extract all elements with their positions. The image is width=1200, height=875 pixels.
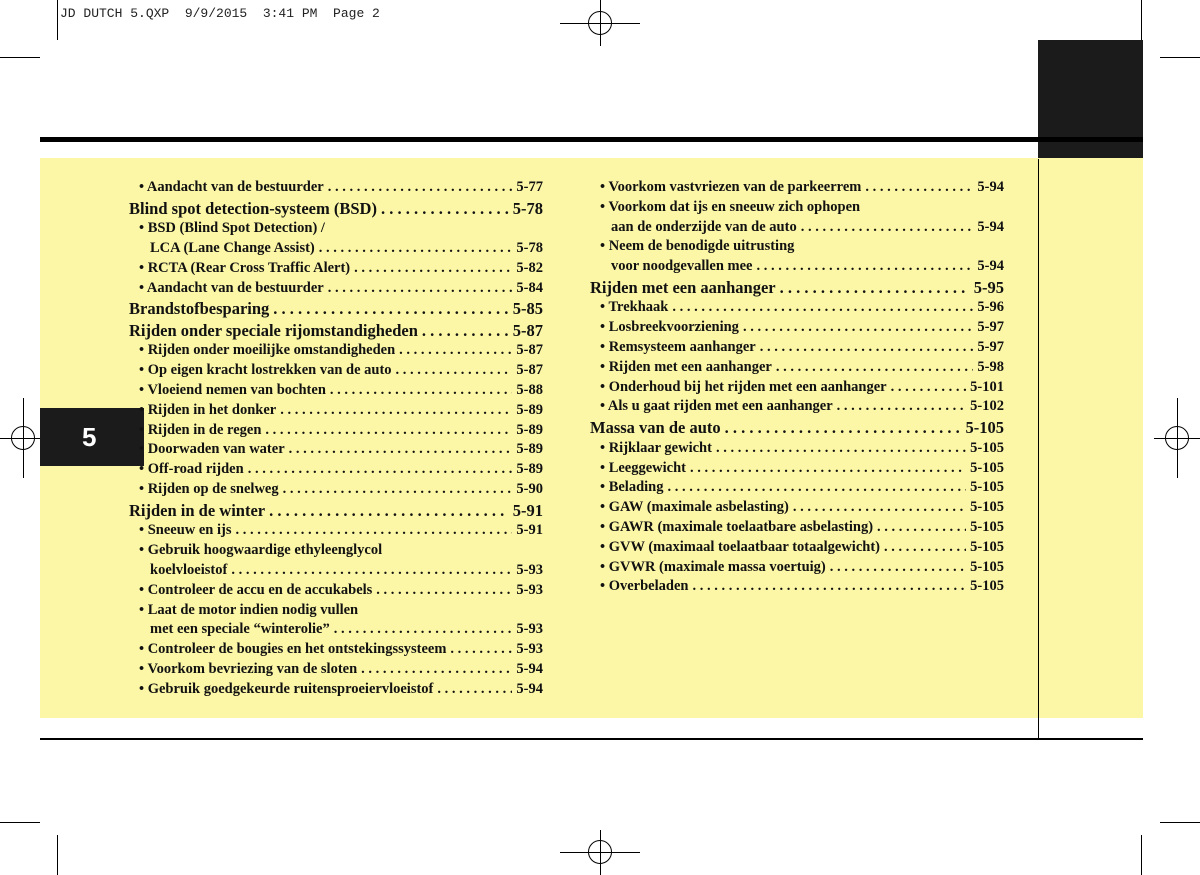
dot-leader <box>236 521 513 541</box>
toc-entry-title: • GVWR (maximale massa voertuig) <box>600 558 826 575</box>
toc-page-number: 5-93 <box>516 561 543 578</box>
toc-entry[interactable] <box>590 577 1004 597</box>
toc-entry-title: • Leeggewicht <box>600 459 687 476</box>
toc-entry-title: • Remsysteem aanhanger <box>600 339 756 356</box>
toc-entry[interactable] <box>590 558 1004 578</box>
toc-entry-title: Rijden onder speciale rijomstandigheden <box>129 320 418 340</box>
toc-entry[interactable] <box>590 358 1004 378</box>
dot-leader <box>830 558 966 578</box>
dot-leader <box>319 239 513 259</box>
dot-leader <box>837 397 967 417</box>
toc-section[interactable] <box>129 320 543 342</box>
toc-page-number: 5-94 <box>977 218 1004 235</box>
toc-entry-title: • Overbeladen <box>600 578 689 595</box>
toc-entry[interactable] <box>129 581 543 601</box>
toc-entry-title: • Op eigen kracht lostrekken van de auto <box>139 362 392 379</box>
dot-leader <box>716 439 966 459</box>
dot-leader <box>692 577 966 597</box>
registration-line <box>1154 438 1200 439</box>
dot-leader <box>328 178 513 198</box>
toc-entry-title: Massa van de auto <box>590 418 721 438</box>
toc-entry-title: • Belading <box>600 479 664 496</box>
toc-page-number: 5-78 <box>516 240 543 257</box>
dot-leader <box>891 378 967 398</box>
toc-page-number: 5-89 <box>516 401 543 418</box>
toc-entry-title: • Als u gaat rijden met een aanhanger <box>600 398 833 415</box>
dot-leader <box>328 279 513 299</box>
dot-leader <box>450 640 512 660</box>
dot-leader <box>273 298 508 320</box>
toc-entry-title: • Onderhoud bij het rijden met een aanhanger <box>600 378 887 395</box>
toc-entry-title: voor noodgevallen mee <box>611 258 753 275</box>
toc-entry-title: • Off-road rijden <box>139 461 244 478</box>
dot-leader <box>877 518 966 538</box>
toc-entry[interactable] <box>590 378 1004 398</box>
dot-leader <box>725 417 962 439</box>
toc-entry-heading: • Voorkom dat ijs en sneeuw zich ophopen <box>600 198 861 215</box>
toc-entry-title: • Rijden in de regen <box>139 421 262 438</box>
toc-entry[interactable] <box>129 381 543 401</box>
toc-right-column <box>590 178 1004 597</box>
toc-entry-title: • RCTA (Rear Cross Traffic Alert) <box>139 259 351 276</box>
toc-entry[interactable] <box>129 259 543 279</box>
toc-entry-title: • Trekhaak <box>600 299 669 316</box>
dot-leader <box>396 361 513 381</box>
toc-page-number: 5-87 <box>516 362 543 379</box>
toc-entry-title: • Voorkom vastvriezen van de parkeerrem <box>600 179 862 195</box>
toc-entry-title: • Aandacht van de bestuurder <box>139 179 324 195</box>
toc-entry-title: • Gebruik goedgekeurde ruitensproeiervloeistof <box>139 680 434 697</box>
registration-line <box>560 23 640 24</box>
dot-leader <box>780 277 970 299</box>
toc-page-number: 5-89 <box>516 421 543 438</box>
toc-entry[interactable] <box>129 460 543 480</box>
toc-entry-title: • Sneeuw en ijs <box>139 522 232 539</box>
toc-page-number: 5-87 <box>512 320 543 340</box>
toc-entry-title: aan de onderzijde van de auto <box>611 218 797 235</box>
dot-leader <box>399 341 512 361</box>
toc-page-number: 5-105 <box>970 538 1004 555</box>
crop-mark <box>0 822 40 823</box>
toc-entry-title: • Controleer de bougies en het ontstekingssysteem <box>139 641 447 658</box>
toc-page-number: 5-95 <box>973 277 1004 297</box>
toc-entry-heading: • Laat de motor indien nodig vullen <box>139 601 359 618</box>
toc-entry-heading: • BSD (Blind Spot Detection) / <box>139 220 325 237</box>
toc-entry[interactable] <box>129 178 543 198</box>
dot-leader <box>376 581 512 601</box>
crop-mark <box>1160 57 1200 58</box>
toc-entry[interactable] <box>129 440 543 460</box>
toc-page-number: 5-91 <box>516 522 543 539</box>
dot-leader <box>280 401 512 421</box>
dot-leader <box>776 358 974 378</box>
toc-page-number: 5-96 <box>977 299 1004 316</box>
toc-section[interactable] <box>129 298 543 320</box>
dot-leader <box>757 257 974 277</box>
toc-page-number: 5-105 <box>970 558 1004 575</box>
toc-entry-title: • Vloeiend nemen van bochten <box>139 382 326 399</box>
dot-leader <box>265 421 512 441</box>
toc-entry[interactable] <box>590 257 1004 277</box>
toc-page-number: 5-84 <box>516 279 543 296</box>
dot-leader <box>437 680 512 700</box>
dot-leader <box>743 318 973 338</box>
toc-entry[interactable] <box>590 439 1004 459</box>
toc-entry-title: • Aandacht van de bestuurder <box>139 279 324 296</box>
toc-entry-title: • Rijden onder moeilijke omstandigheden <box>139 342 396 359</box>
toc-entry[interactable] <box>129 341 543 361</box>
toc-entry[interactable] <box>129 401 543 421</box>
toc-entry[interactable] <box>129 620 543 640</box>
toc-entry-title: • Rijden met een aanhanger <box>600 358 772 375</box>
toc-entry[interactable] <box>129 239 543 259</box>
dot-leader <box>330 381 513 401</box>
toc-page-number: 5-77 <box>516 179 543 195</box>
toc-entry[interactable] <box>590 178 1004 198</box>
toc-entry-title: • Rijklaar gewicht <box>600 439 712 456</box>
toc-entry-title: Brandstofbesparing <box>129 299 270 319</box>
toc-page-number: 5-105 <box>970 479 1004 496</box>
toc-entry[interactable] <box>590 338 1004 358</box>
toc-section[interactable] <box>129 198 543 220</box>
toc-left-column <box>129 178 543 700</box>
dot-leader <box>361 660 512 680</box>
dot-leader <box>269 500 509 522</box>
dot-leader <box>760 338 974 358</box>
toc-page-number: 5-105 <box>970 439 1004 456</box>
dot-leader <box>668 478 967 498</box>
dot-leader <box>289 440 513 460</box>
toc-entry[interactable] <box>590 298 1004 318</box>
toc-page-number: 5-82 <box>516 259 543 276</box>
toc-entry-title: LCA (Lane Change Assist) <box>150 240 315 257</box>
toc-entry-title: koelvloeistof <box>150 561 228 578</box>
toc-entry[interactable] <box>590 478 1004 498</box>
toc-page-number: 5-93 <box>516 621 543 638</box>
toc-page-number: 5-94 <box>516 660 543 677</box>
toc-page-number: 5-94 <box>977 179 1004 195</box>
toc-entry[interactable] <box>590 318 1004 338</box>
toc-page-number: 5-88 <box>516 382 543 399</box>
toc-page-number: 5-94 <box>977 258 1004 275</box>
toc-page-number: 5-105 <box>970 499 1004 516</box>
toc-entry[interactable] <box>590 518 1004 538</box>
toc-entry[interactable] <box>590 498 1004 518</box>
toc-entry-title: • Losbreekvoorziening <box>600 319 739 336</box>
toc-page-number: 5-89 <box>516 461 543 478</box>
dot-leader <box>283 480 513 500</box>
toc-entry-title: • Doorwaden van water <box>139 441 285 458</box>
dot-leader <box>690 459 966 479</box>
crop-mark <box>57 0 58 40</box>
toc-entry-title: met een speciale “winterolie” <box>150 621 330 638</box>
toc-entry[interactable] <box>129 421 543 441</box>
toc-section[interactable] <box>590 277 1004 299</box>
toc-entry[interactable] <box>129 521 543 541</box>
toc-page-number: 5-94 <box>516 680 543 697</box>
toc-entry-title: • Voorkom bevriezing van de sloten <box>139 660 358 677</box>
dot-leader <box>884 538 966 558</box>
toc-entry[interactable] <box>129 361 543 381</box>
toc-entry[interactable] <box>129 279 543 299</box>
print-slug: JD DUTCH 5.QXP 9/9/2015 3:41 PM Page 2 <box>60 6 380 21</box>
registration-line <box>560 852 640 853</box>
toc-entry-title: • GAWR (maximale toelaatbare asbelasting) <box>600 518 874 535</box>
toc-page-number: 5-91 <box>512 500 543 520</box>
toc-entry[interactable] <box>590 538 1004 558</box>
toc-page-number: 5-89 <box>516 441 543 458</box>
crop-mark <box>1141 835 1142 875</box>
chapter-tab: 5 <box>40 408 144 466</box>
toc-page-number: 5-85 <box>512 299 543 319</box>
dot-leader <box>793 498 966 518</box>
toc-entry-heading: • Gebruik hoogwaardige ethyleenglycol <box>139 542 383 559</box>
toc-entry-title: Rijden met een aanhanger <box>590 277 776 297</box>
dot-leader <box>801 218 974 238</box>
toc-page-number: 5-93 <box>516 581 543 598</box>
crop-mark <box>0 57 40 58</box>
toc-entry-title: • GAW (maximale asbelasting) <box>600 499 789 516</box>
toc-entry[interactable] <box>590 397 1004 417</box>
toc-page-number: 5-93 <box>516 641 543 658</box>
crop-mark <box>1160 822 1200 823</box>
dot-leader <box>248 460 513 480</box>
dot-leader <box>672 298 973 318</box>
dot-leader <box>354 259 512 279</box>
toc-page-number: 5-101 <box>970 378 1004 395</box>
toc-entry[interactable] <box>590 459 1004 479</box>
toc-entry-title: • GVW (maximaal toelaatbaar totaalgewicht) <box>600 538 880 555</box>
toc-page-number: 5-98 <box>977 358 1004 375</box>
toc-entry-title: • Controleer de accu en de accukabels <box>139 581 373 598</box>
toc-entry-title: Blind spot detection-systeem (BSD) <box>129 198 377 218</box>
toc-page-number: 5-97 <box>977 319 1004 336</box>
margin-divider <box>1038 159 1039 739</box>
dot-leader <box>381 198 509 220</box>
dot-leader <box>422 320 509 342</box>
toc-entry[interactable] <box>590 218 1004 238</box>
toc-page-number: 5-87 <box>516 342 543 359</box>
toc-page-number: 5-78 <box>512 198 543 218</box>
dot-leader <box>231 561 512 581</box>
toc-entry-heading: • Neem de benodigde uitrusting <box>600 238 795 255</box>
toc-page-number: 5-102 <box>970 398 1004 415</box>
dot-leader <box>865 178 973 198</box>
toc-page-number: 5-97 <box>977 339 1004 356</box>
toc-entry[interactable] <box>129 660 543 680</box>
crop-mark <box>1141 0 1142 40</box>
toc-section[interactable] <box>590 417 1004 439</box>
dot-leader <box>334 620 513 640</box>
toc-entry[interactable] <box>129 480 543 500</box>
toc-entry[interactable] <box>129 680 543 700</box>
toc-page-number: 5-105 <box>970 518 1004 535</box>
toc-page-number: 5-90 <box>516 481 543 498</box>
toc-entry-title: Rijden in de winter <box>129 500 266 520</box>
toc-entry-title: • Rijden op de snelweg <box>139 481 279 498</box>
toc-page-number: 5-105 <box>965 418 1004 438</box>
footer-rule <box>40 738 1143 740</box>
crop-mark <box>57 835 58 875</box>
toc-page-number: 5-105 <box>970 459 1004 476</box>
toc-section[interactable] <box>129 500 543 522</box>
toc-entry[interactable] <box>129 561 543 581</box>
toc-entry-title: • Rijden in het donker <box>139 401 277 418</box>
header-rule <box>40 137 1143 142</box>
toc-page-number: 5-105 <box>970 578 1004 595</box>
toc-entry[interactable] <box>129 640 543 660</box>
